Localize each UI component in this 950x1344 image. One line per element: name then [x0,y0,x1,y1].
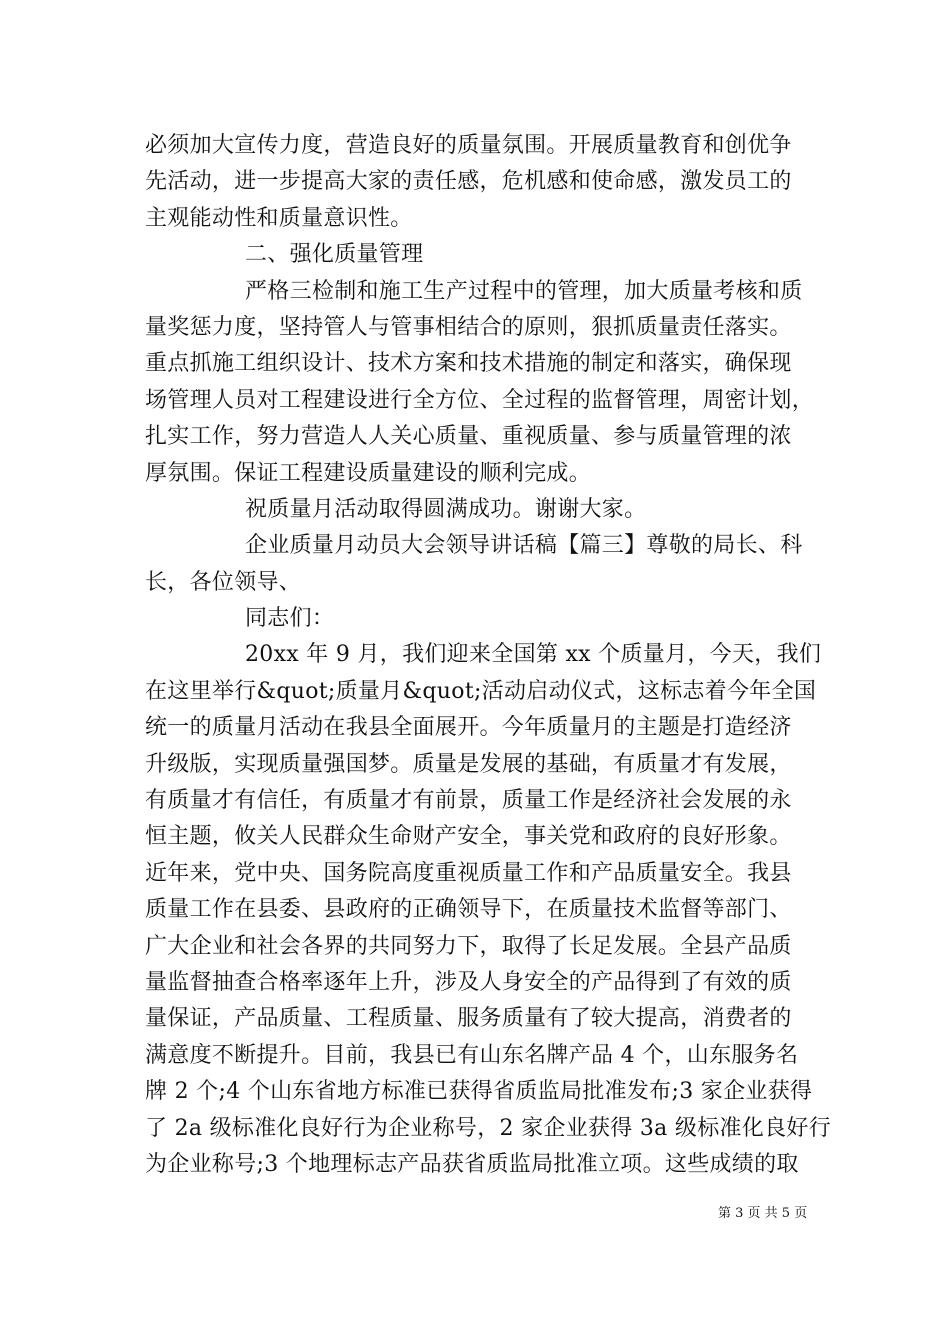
text-line: 长，各位领导、 [145,569,302,595]
text-line: 20xx 年 9 月，我们迎来全国第 xx 个质量月，今天，我们 [245,642,822,668]
text-line: 必须加大宣传力度，营造良好的质量氛围。开展质量教育和创优争 [145,133,792,158]
text-line: 量奖惩力度，坚持管人与管事相结合的原则，狠抓质量责任落实。 [145,314,792,340]
text-line: 厚氛围。保证工程建设质量建设的顺利完成。 [145,460,592,486]
text-line: 广大企业和社会各界的共同努力下，取得了长足发展。全县产品质 [145,933,792,959]
text-line: 二、强化质量管理 [245,242,424,268]
document-body [145,128,831,1183]
page-number: 第 3 页 共 5 页 [718,1206,808,1221]
text-line: 量监督抽查合格率逐年上升，涉及人身安全的产品得到了有效的质 [145,969,792,995]
text-line: 先活动，进一步提高大家的责任感，危机感和使命感，激发员工的 [145,169,792,195]
text-line: 了 2a 级标准化良好行为企业称号，2 家企业获得 3a 级标准化良好行 [145,1115,831,1141]
text-line: 扎实工作，努力营造人人关心质量、重视质量、参与质量管理的浓 [145,424,792,450]
text-line: 量保证，产品质量、工程质量、服务质量有了较大提高，消费者的 [145,1006,792,1032]
text-line: 场管理人员对工程建设进行全方位、全过程的监督管理，周密计划， [145,387,815,413]
text-line: 同志们： [245,606,335,632]
text-line: 升级版，实现质量强国梦。质量是发展的基础，有质量才有发展， [145,751,792,777]
text-line: 统一的质量月活动在我县全面展开。今年质量月的主题是打造经济 [145,715,792,741]
text-line: 为企业称号;3 个地理标志产品获省质监局批准立项。这些成绩的取 [145,1151,799,1177]
text-line: 在这里举行&quot;质量月&quot;活动启动仪式，这标志着今年全国 [145,678,817,704]
text-line: 近年来，党中央、国务院高度重视质量工作和产品质量安全。我县 [145,860,792,886]
text-line: 质量工作在县委、县政府的正确领导下，在质量技术监督等部门、 [145,897,792,923]
text-line: 主观能动性和质量意识性。 [145,205,413,231]
text-line: 牌 2 个;4 个山东省地方标准已获得省质监局批准发布;3 家企业获得 [145,1079,813,1105]
text-line: 恒主题，攸关人民群众生命财产安全，事关党和政府的良好形象。 [145,824,792,850]
text-line: 有质量才有信任，有质量才有前景，质量工作是经济社会发展的永 [145,788,792,814]
text-line: 满意度不断提升。目前，我县已有山东名牌产品 4 个，山东服务名 [145,1042,799,1068]
text-line: 重点抓施工组织设计、技术方案和技术措施的制定和落实，确保现 [145,351,792,377]
text-line: 企业质量月动员大会领导讲话稿【篇三】尊敬的局长、科 [245,533,803,559]
text-line: 祝质量月活动取得圆满成功。谢谢大家。 [245,496,647,522]
text-line: 严格三检制和施工生产过程中的管理，加大质量考核和质 [245,278,803,304]
